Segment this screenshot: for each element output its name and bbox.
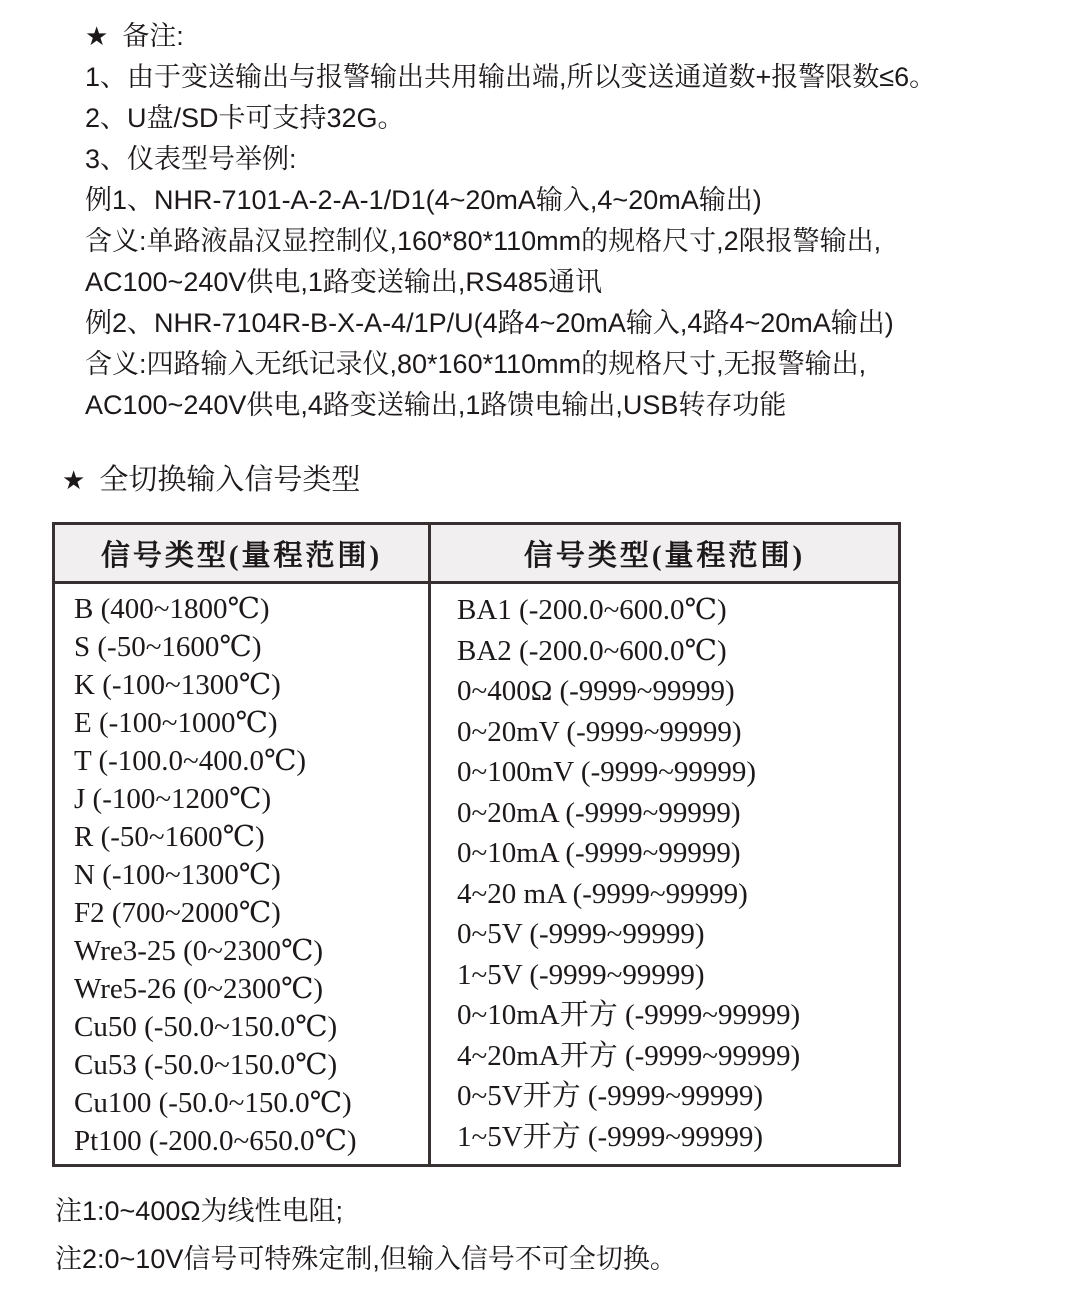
remark-line: 2、U盘/SD卡可支持32G。 <box>85 103 405 133</box>
remark-line: 含义:单路液晶汉显控制仪,160*80*110mm的规格尺寸,2限报警输出, <box>85 226 882 256</box>
signal-entry: 0~400Ω (-9999~99999) <box>457 675 735 707</box>
signal-entry: 1~5V开方 (-9999~99999) <box>457 1120 764 1153</box>
remark-line: 含义:四路输入无纸记录仪,80*160*110mm的规格尺寸,无报警输出, <box>85 349 867 379</box>
signal-section-title <box>62 462 1080 498</box>
signal-entry: R (-50~1600℃) <box>74 821 265 853</box>
signal-entry: BA1 (-200.0~600.0℃) <box>457 594 727 626</box>
remark-line: AC100~240V供电,4路变送输出,1路馈电输出,USB转存功能 <box>85 390 787 420</box>
signal-entry: 0~5V开方 (-9999~99999) <box>457 1080 764 1112</box>
star-icon: ★ <box>85 21 109 51</box>
signal-entry: N (-100~1300℃) <box>74 859 281 891</box>
signal-entry: J (-100~1200℃) <box>74 783 272 815</box>
signal-entry: 0~20mV (-9999~99999) <box>457 715 742 748</box>
remark-line: 3、仪表型号举例: <box>85 144 297 174</box>
table-cell-right <box>430 583 900 1166</box>
footnote-line: 注2:0~10V信号可特殊定制,但输入信号不可全切换。 <box>55 1244 677 1274</box>
remark-line: AC100~240V供电,1路变送输出,RS485通讯 <box>85 267 602 297</box>
signal-entry: F2 (700~2000℃) <box>74 897 281 929</box>
footnote-line: 注1:0~400Ω为线性电阻; <box>55 1196 344 1226</box>
table-cell-left <box>54 583 430 1166</box>
signal-entry: S (-50~1600℃) <box>74 631 262 663</box>
table-header-row <box>54 524 900 583</box>
signal-entry: E (-100~1000℃) <box>74 707 278 739</box>
remarks-lines <box>85 57 1040 426</box>
signal-entry: Cu53 (-50.0~150.0℃) <box>74 1049 338 1081</box>
signal-entry: Cu100 (-50.0~150.0℃) <box>74 1087 352 1119</box>
signal-entry: K (-100~1300℃) <box>74 669 281 701</box>
signal-entry: 1~5V (-9999~99999) <box>457 958 705 991</box>
table-body-row <box>54 583 900 1166</box>
remarks-title-text: 备注: <box>122 21 184 51</box>
signal-entry: Wre5-26 (0~2300℃) <box>74 973 324 1005</box>
remarks-section <box>0 0 1080 426</box>
signal-entry: B (400~1800℃) <box>74 593 270 625</box>
table-header-left: 信号类型(量程范围) <box>54 524 430 583</box>
signal-entry: T (-100.0~400.0℃) <box>74 745 307 777</box>
table-header-right: 信号类型(量程范围) <box>430 524 900 583</box>
signal-entry: Cu50 (-50.0~150.0℃) <box>74 1011 338 1043</box>
signal-entry: 0~5V (-9999~99999) <box>457 918 705 950</box>
signal-entry: 0~10mA (-9999~99999) <box>457 837 741 869</box>
remark-line: 例2、NHR-7104R-B-X-A-4/1P/U(4路4~20mA输入,4路4~20mA输出) <box>85 308 894 338</box>
signal-section-title-text: 全切换输入信号类型 <box>99 464 361 496</box>
signal-entry: 4~20 mA (-9999~99999) <box>457 877 748 910</box>
footnotes-section <box>55 1187 1080 1283</box>
remarks-title <box>85 16 1040 57</box>
signal-entry: 0~10mA开方 (-9999~99999) <box>457 999 801 1031</box>
signal-type-table <box>52 522 901 1167</box>
remark-line: 例1、NHR-7101-A-2-A-1/D1(4~20mA输入,4~20mA输出) <box>85 185 762 215</box>
signal-entry: 0~20mA (-9999~99999) <box>457 796 741 829</box>
signal-entry: BA2 (-200.0~600.0℃) <box>457 634 727 667</box>
remark-line: 1、由于变送输出与报警输出共用输出端,所以变送通道数+报警限数≤6。 <box>85 62 937 92</box>
signal-entry: Wre3-25 (0~2300℃) <box>74 935 324 967</box>
signal-entry: Pt100 (-200.0~650.0℃) <box>74 1125 357 1157</box>
star-icon: ★ <box>62 465 86 495</box>
signal-section <box>0 462 1080 1167</box>
signal-entry: 0~100mV (-9999~99999) <box>457 756 757 788</box>
signal-entry: 4~20mA开方 (-9999~99999) <box>457 1039 801 1072</box>
